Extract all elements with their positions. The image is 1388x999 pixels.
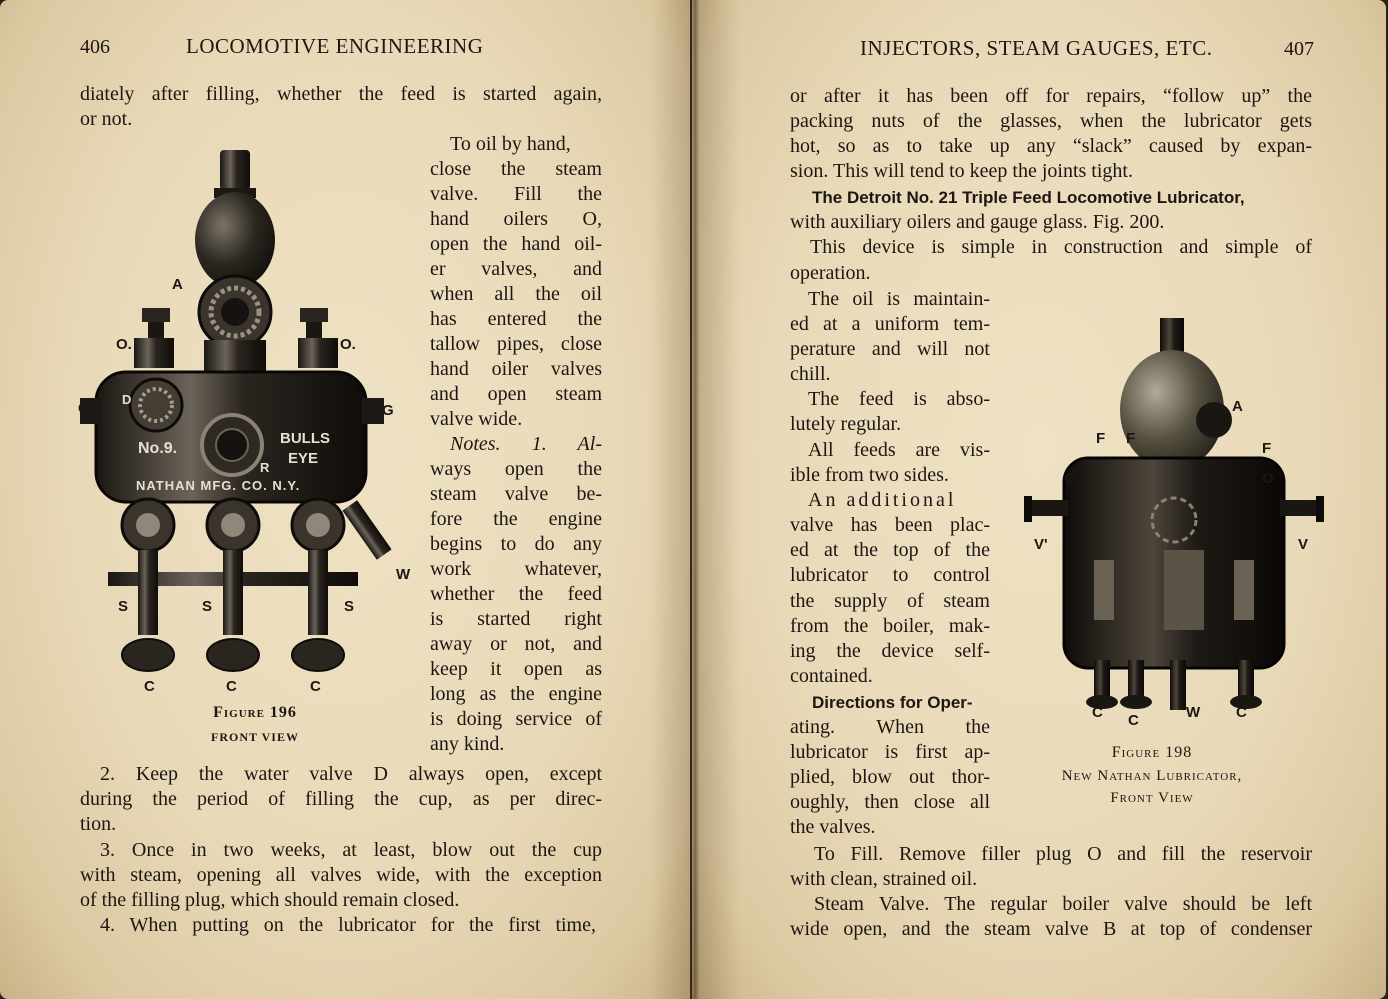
figure-label: O.: [340, 336, 356, 353]
text-line: packing nuts of the glasses, when the lubricator gets: [790, 110, 1312, 132]
text-line: with auxiliary oilers and gauge glass. Fig. 200.: [790, 211, 1165, 233]
text-line: valve. Fill the: [430, 183, 602, 205]
plate-text: NATHAN MFG. CO. N.Y.: [136, 478, 301, 493]
right-page-number: 407: [1284, 38, 1314, 60]
text-line: perature and will not: [790, 338, 990, 360]
directions-heading: Directions for Oper-: [812, 693, 973, 712]
figure-label: O.: [116, 336, 132, 353]
text-line: keep it open as: [430, 658, 602, 680]
figure-label: V: [1298, 536, 1309, 553]
text-line: plied, blow out thor-: [790, 766, 990, 788]
text-line: operation.: [790, 262, 871, 284]
text-line: ating. When the: [790, 716, 990, 738]
text-line: This device is simple in construction and simple of: [810, 236, 1312, 258]
figure-label: F: [1262, 440, 1272, 457]
plate-text: BULLS: [280, 430, 330, 447]
text-line: hot, so as to take up any “slack” caused by expan-: [790, 135, 1312, 157]
text-line: begins to do any: [430, 533, 602, 555]
plate-text: No.9.: [138, 440, 178, 457]
text-line: hand oilers O,: [430, 208, 602, 230]
text-line: The feed is abso-: [808, 388, 990, 410]
text-line: long as the engine: [430, 683, 602, 705]
text-line: 3. Once in two weeks, at least, blow out the cup: [100, 839, 602, 861]
figure-label: A: [172, 276, 183, 293]
figure-label: D: [122, 392, 132, 407]
figure-label: F: [1126, 430, 1136, 447]
text-line: The oil is maintain-: [808, 288, 990, 310]
figure-196-lubricator-illustration: [78, 140, 428, 700]
text-line: 2. Keep the water valve D always open, except: [100, 763, 602, 785]
text-line: hand oiler valves: [430, 358, 602, 380]
text-line: contained.: [790, 665, 873, 687]
text-line: lubricator is first ap-: [790, 741, 990, 763]
text-line: the supply of steam: [790, 590, 990, 612]
figure-label: A: [1232, 398, 1243, 415]
text-line: when all the oil: [430, 283, 602, 305]
figure-label: R: [260, 460, 270, 475]
text-line: 4. When putting on the lubricator for the first time,: [100, 914, 596, 936]
figure-label: V': [1034, 536, 1048, 553]
figure-198-lubricator-illustration: [1024, 310, 1324, 730]
text-line: diately after filling, whether the feed is started again,: [80, 83, 602, 105]
figure-label: C: [310, 678, 321, 695]
left-running-head: LOCOMOTIVE ENGINEERING: [186, 34, 484, 58]
text-line: lubricator to control: [790, 564, 990, 586]
text-line: ed at a uniform tem-: [790, 313, 990, 335]
text-line: valve wide.: [430, 408, 523, 430]
figure-label: S: [118, 598, 129, 615]
left-page: [0, 0, 690, 999]
figure-198-caption-title: Figure 198: [1111, 744, 1193, 761]
text-line: or after it has been off for repairs, “follow up” the: [790, 85, 1312, 107]
text-line: is started right: [430, 608, 602, 630]
text-line: fore the engine: [430, 508, 602, 530]
figure-label: O: [1262, 470, 1274, 487]
text-line: whether the feed: [430, 583, 602, 605]
figure-label: W: [1186, 704, 1201, 721]
text-line: with steam, opening all valves wide, with the exception: [80, 864, 602, 886]
text-line: with clean, strained oil.: [790, 868, 978, 890]
figure-label: C: [1092, 704, 1103, 721]
text-line: sion. This will tend to keep the joints tight.: [790, 160, 1133, 182]
figure-label: C: [144, 678, 155, 695]
figure-label: S: [202, 598, 213, 615]
plate-text: EYE: [288, 450, 319, 467]
text-line: Steam Valve. The regular boiler valve should be left: [814, 893, 1312, 915]
text-line: is doing service of: [430, 708, 602, 730]
figure-label: W: [396, 566, 411, 583]
text-line: ing the device self-: [790, 640, 990, 662]
text-line: during the period of filling the cup, as per direc-: [80, 788, 602, 810]
text-line: lutely regular.: [790, 413, 902, 435]
figure-label: F: [1096, 430, 1106, 447]
figure-label: S: [344, 598, 355, 615]
text-line: ways open the: [430, 458, 602, 480]
text-line: ed at the top of the: [790, 539, 990, 561]
figure-198-caption-line3: Front View: [1110, 790, 1194, 806]
text-line: open the hand oil-: [430, 233, 602, 255]
figure-label: C: [1128, 712, 1139, 729]
text-line: er valves, and: [430, 258, 602, 280]
text-line: To Fill. Remove filler plug O and fill the reservoir: [814, 843, 1312, 865]
figure-196-caption-sub: FRONT VIEW: [211, 730, 299, 744]
text-line: All feeds are vis-: [808, 439, 990, 461]
figure-label: C: [1236, 704, 1247, 721]
figure-198-caption-line2: New Nathan Lubricator,: [1061, 768, 1243, 784]
text-line: away or not, and: [430, 633, 602, 655]
text-line: wide open, and the steam valve B at top of condenser: [790, 918, 1312, 940]
figure-label: G: [382, 402, 394, 419]
text-line: any kind.: [430, 733, 505, 755]
text-line: Notes. 1. Al-: [450, 433, 602, 455]
text-line: To oil by hand,: [450, 133, 571, 155]
detroit-heading: The Detroit No. 21 Triple Feed Locomotive Lubricator,: [812, 188, 1245, 207]
text-line: valve has been plac-: [790, 514, 990, 536]
text-line: steam valve be-: [430, 483, 602, 505]
text-line: An additional: [808, 489, 957, 511]
text-line: the valves.: [790, 816, 876, 838]
text-line: chill.: [790, 363, 831, 385]
left-page-number: 406: [80, 36, 110, 58]
figure-196-caption-title: Figure 196: [213, 704, 297, 721]
book-gutter: [650, 0, 740, 999]
figure-label: C: [226, 678, 237, 695]
right-running-head: INJECTORS, STEAM GAUGES, ETC.: [860, 36, 1213, 60]
text-line: from the boiler, mak-: [790, 615, 990, 637]
text-line: work whatever,: [430, 558, 602, 580]
right-page: [692, 0, 1386, 999]
text-line: tallow pipes, close: [430, 333, 602, 355]
text-line: close the steam: [430, 158, 602, 180]
text-line: oughly, then close all: [790, 791, 990, 813]
text-line: and open steam: [430, 383, 602, 405]
text-line: of the filling plug, which should remain closed.: [80, 889, 460, 911]
text-line: or not.: [80, 108, 133, 130]
figure-label: G: [78, 400, 90, 417]
text-line: has entered the: [430, 308, 602, 330]
figure-label: O: [1064, 470, 1076, 487]
text-line: ible from two sides.: [790, 464, 949, 486]
text-line: tion.: [80, 813, 117, 835]
